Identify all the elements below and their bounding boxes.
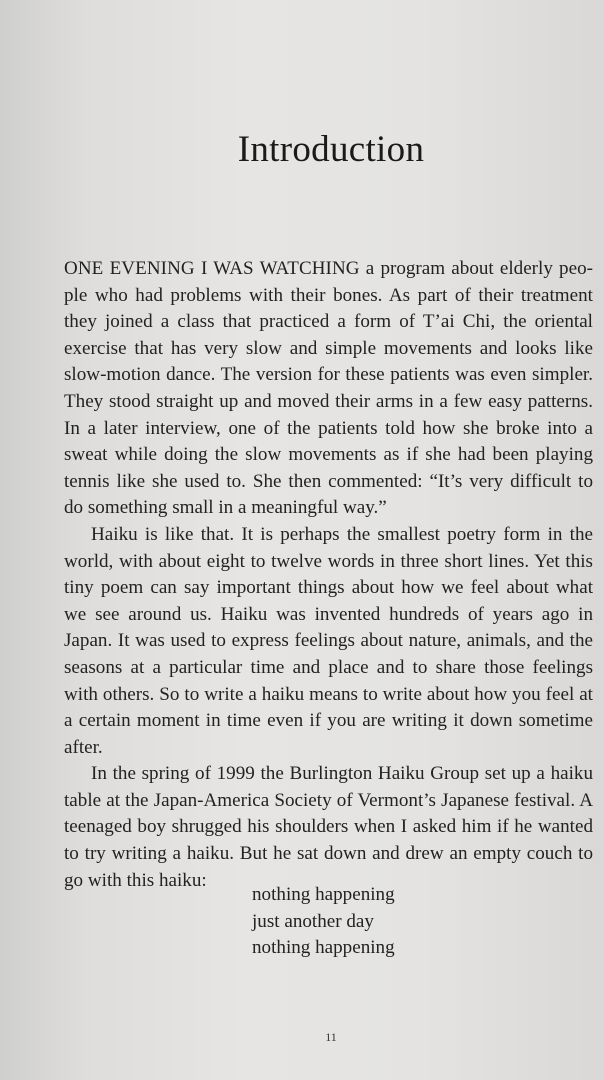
page-number: 11 (325, 1030, 337, 1044)
paragraph-1-text: a program about elderly people who had problems with their bones. As part of their treatment they joined a class that practiced a form of T’ai Chi, the oriental exercise that has very slow and simple movements and looks like slow-motion dance. The version for these patients was even simpler. They stood straight up and moved their arms in a few easy patterns. In a later interview, one of the patients told how she broke into a sweat while doing the slow movements as if she had been playing tennis like she used to. She then commented: “It’s very difficult to do something small in a meaningful way.” (64, 258, 593, 519)
haiku-line: nothing happening (252, 937, 395, 959)
paragraph-2: Haiku is like that. It is perhaps the smallest poetry form in the world, with about eight to twelve words in three short lines. Yet this tiny poem can say important things about how we feel about what we see around us. Haiku was invented hundreds of years ago in Japan. It was used to express feelings about nature, animals, and the seasons at a particular time and place and to share those feelings with others. So to write a haiku means to write about how you feel at a certain moment in time even if you are writing it down sometime after. (64, 523, 593, 758)
paragraph-3: In the spring of 1999 the Burlington Haiku Group set up a haiku table at the Japan-America Society of Vermont’s Japanese festival. A teenaged boy shrugged his shoulders when I asked him if he wanted to try writing a haiku. But he sat down and drew an empty couch to go with this haiku: (64, 763, 593, 891)
paragraph-1 (64, 256, 593, 522)
haiku-poem (252, 882, 395, 962)
chapter-title: Introduction (237, 129, 425, 170)
haiku-line: nothing happening (252, 884, 395, 905)
body-text (64, 256, 593, 894)
lead-in-caps: ONE EVENING I WAS WATCHING (64, 258, 360, 279)
haiku-line: just another day (252, 910, 374, 932)
